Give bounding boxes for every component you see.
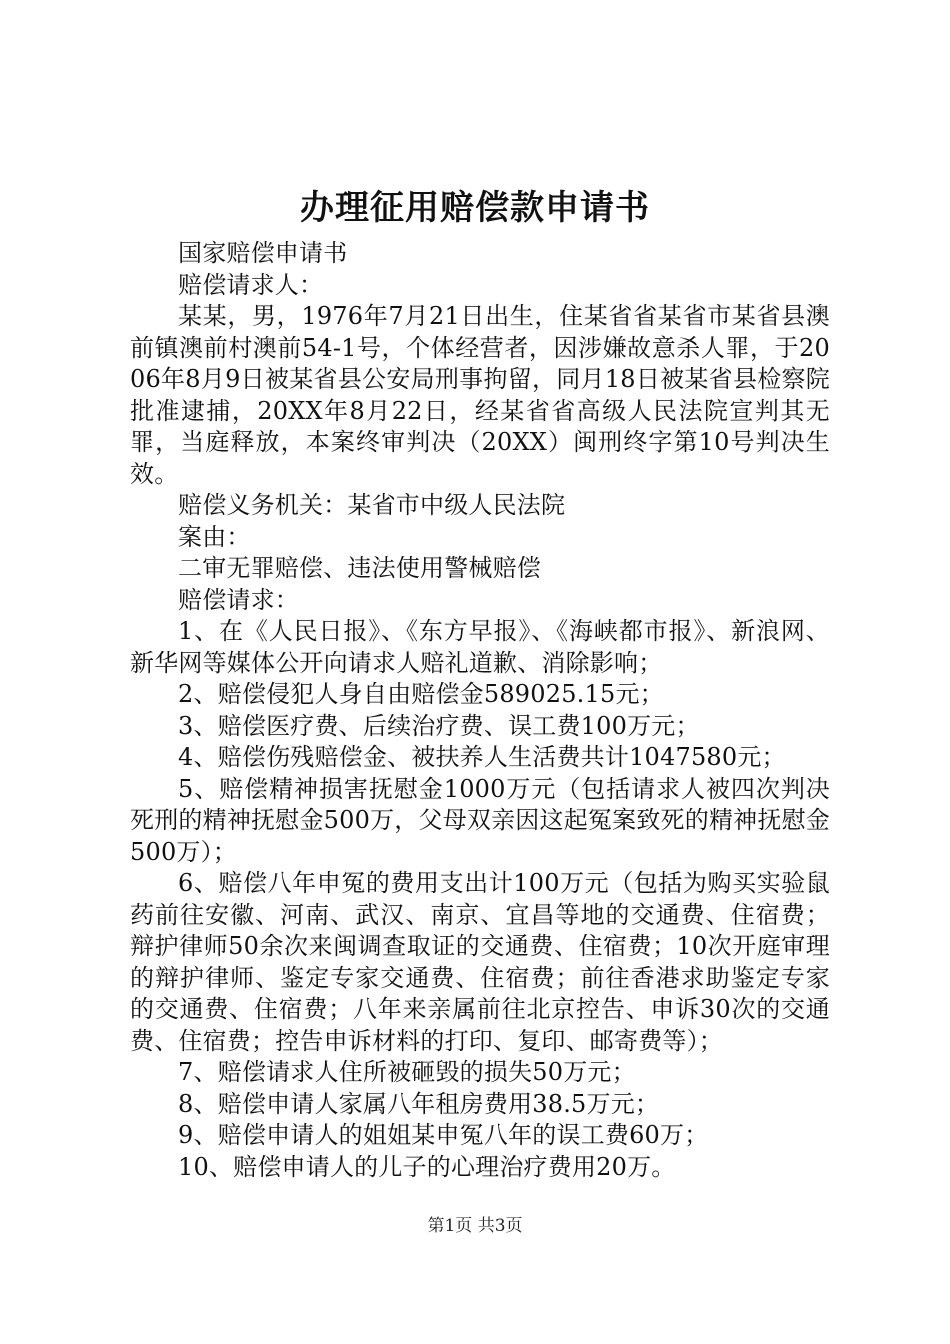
page-number: 第1页 共3页 [427,1216,523,1236]
document-body [130,238,830,1183]
claim-item-6: 6、赔偿八年申冤的费用支出计100万元（包括为购买实验鼠药前往安徽、河南、武汉、南京、宜昌等地的交通费、住宿费；辩护律师50余次来闽调查取证的交通费、住宿费；10次开庭审理的辩护律师、鉴定专家交通费、住宿费；前往香港求助鉴定专家的交通费、住宿费；八年来亲属前往北京控告、申诉30次的交通费、住宿费；控告申诉材料的打印、复印、邮寄费等）； [130,869,830,1055]
claim-item-10: 10、赔偿申请人的儿子的心理治疗费用20万。 [178,1152,676,1181]
paragraph-cause-label: 案由： [178,522,251,551]
paragraph-cause: 二审无罪赔偿、违法使用警械赔偿 [178,554,541,582]
claim-item-9: 9、赔偿申请人的姐姐某申冤八年的误工费60万； [178,1121,709,1149]
paragraph-claims-label: 赔偿请求： [178,585,299,614]
claim-item-4: 4、赔偿伤残赔偿金、被扶养人生活费共计1047580元； [178,743,786,771]
claim-item-3: 3、赔偿医疗费、后续治疗费、误工费100万元； [178,711,700,740]
claim-item-7: 7、赔偿请求人住所被砸毁的损失50万元； [178,1058,636,1086]
claim-item-2: 2、赔偿侵犯人身自由赔偿金589025.15元； [178,680,664,708]
claim-item-5: 5、赔偿精神损害抚慰金1000万元（包括请求人被四次判决死刑的精神抚慰金500万，父母双亲因这起冤案致死的精神抚慰金500万）； [130,774,830,866]
paragraph-heading: 国家赔偿申请书 [178,239,348,267]
claim-item-1: 1、在《人民日报》、《东方早报》、《海峡都市报》、新浪网、新华网等媒体公开向请求人赔礼道歉、消除影响； [130,617,830,677]
paragraph-claimant-details: 某某，男，1976年7月21日出生，住某省省某省市某省县澳前镇澳前村澳前54-1号，个体经营者，因涉嫌故意杀人罪，于2006年8月9日被某省县公安局刑事拘留，同月18日被某省县检察院批准逮捕，20XX年8月22日，经某省省高级人民法院宣判其无罪，当庭释放，本案终审判决（20XX）闽刑终字第10号判决生效。 [130,302,830,488]
paragraph-claimant-label: 赔偿请求人： [178,270,324,299]
claim-item-8: 8、赔偿申请人家属八年租房费用38.5万元； [178,1089,660,1118]
paragraph-obligor: 赔偿义务机关：某省市中级人民法院 [178,491,566,519]
document-title: 办理征用赔偿款申请书 [300,188,650,228]
